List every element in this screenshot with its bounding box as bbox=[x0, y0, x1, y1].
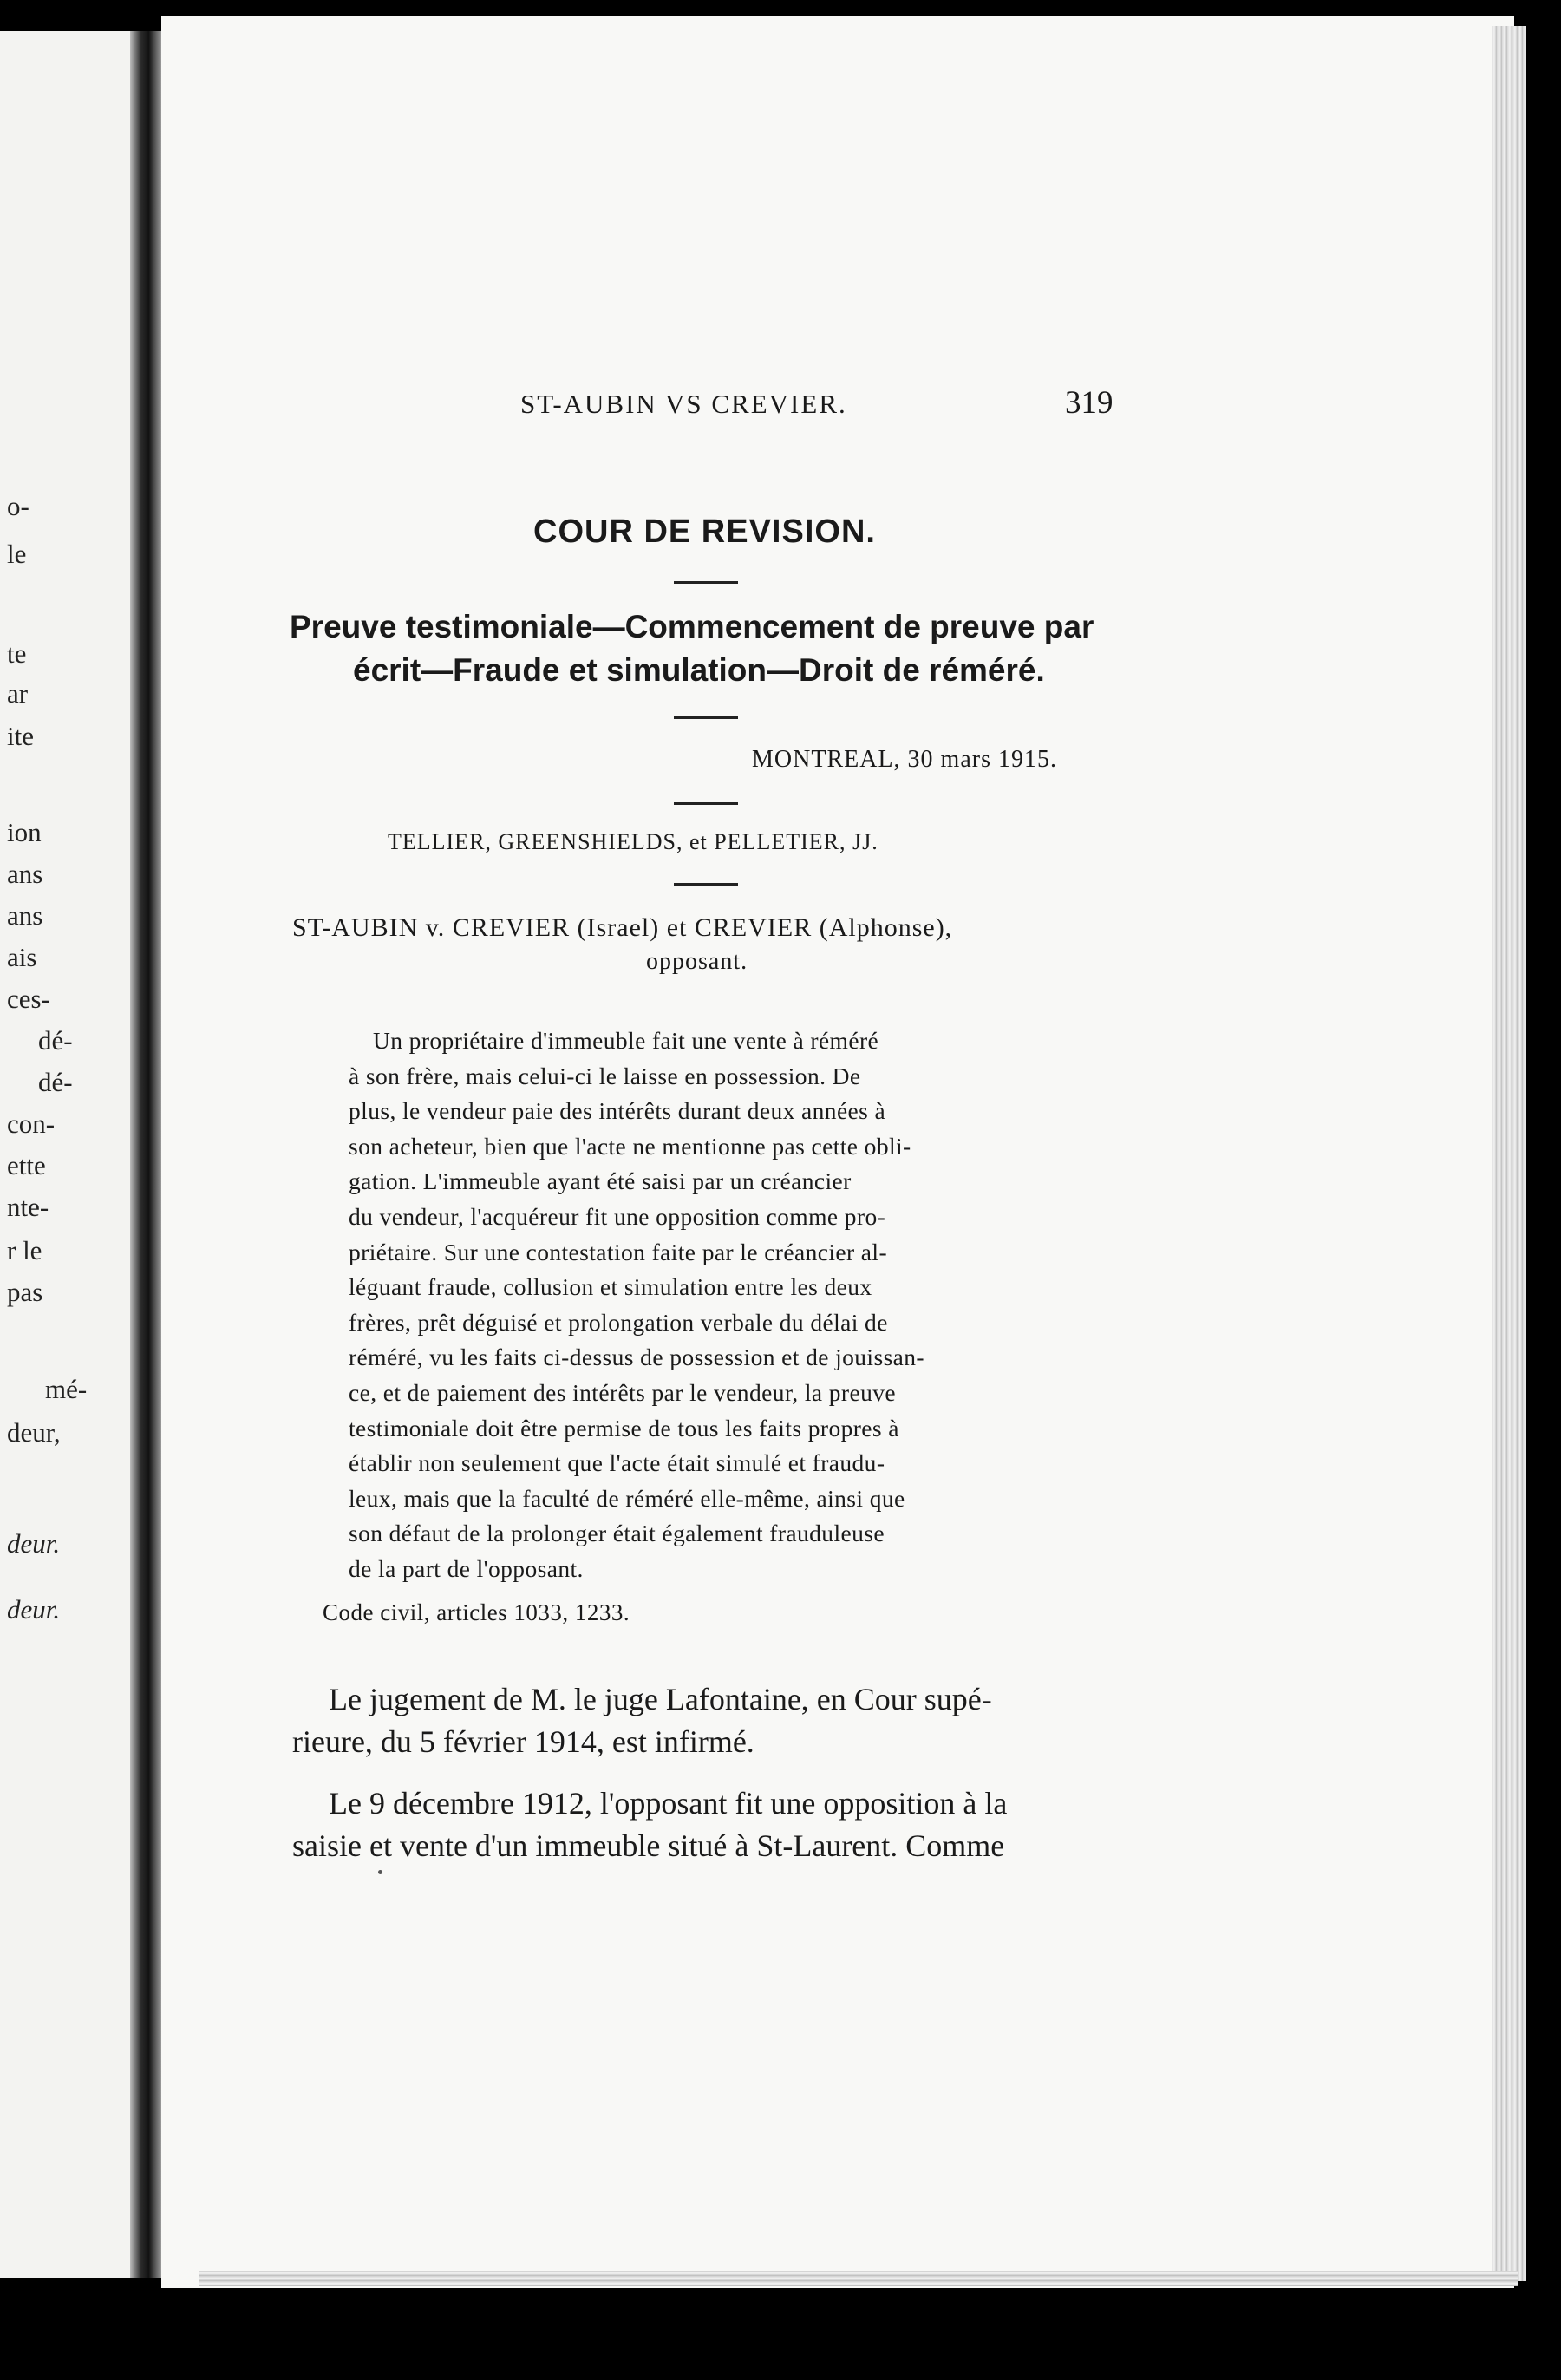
separator-rule bbox=[674, 716, 738, 719]
left-page-fragment: dé- bbox=[38, 1025, 73, 1056]
headnote-line: léguant fraude, collusion et simulation entre les deux bbox=[349, 1273, 872, 1301]
headnote-line: du vendeur, l'acquéreur fit une opposition comme pro- bbox=[349, 1202, 886, 1230]
book-spine bbox=[130, 31, 161, 2278]
headnote-line: établir non seulement que l'acte était simulé et fraudu- bbox=[349, 1449, 885, 1477]
headnote-line: à son frère, mais celui-ci le laisse en possession. De bbox=[349, 1062, 861, 1089]
headnote-line: frères, prêt déguisé et prolongation verbale du délai de bbox=[349, 1308, 888, 1336]
left-page-fragment: deur, bbox=[7, 1417, 61, 1448]
body-line: Le jugement de M. le juge Lafontaine, en Cour supé- bbox=[329, 1682, 992, 1716]
left-page-fragment: ces- bbox=[7, 984, 50, 1014]
left-page-fragment: mé- bbox=[45, 1374, 88, 1404]
page-bottom-edge bbox=[199, 2271, 1518, 2286]
running-title: ST-AUBIN VS CREVIER. bbox=[520, 389, 847, 419]
left-page-fragment: o- bbox=[7, 491, 29, 521]
body-line: saisie et vente d'un immeuble situé à St-Laurent. Comme bbox=[292, 1828, 1005, 1863]
headnote-line: son défaut de la prolonger était également frauduleuse bbox=[349, 1520, 885, 1547]
headnote-line: réméré, vu les faits ci-dessus de possession et de jouissan- bbox=[349, 1344, 924, 1371]
headnote-line: priétaire. Sur une contestation faite par le créancier al- bbox=[349, 1238, 888, 1265]
judges: TELLIER, GREENSHIELDS, et PELLETIER, JJ. bbox=[388, 829, 878, 854]
headnote-line: gation. L'immeuble ayant été saisi par un créancier bbox=[349, 1167, 852, 1195]
page-number: 319 bbox=[1065, 385, 1114, 421]
left-page-fragment: r le bbox=[7, 1235, 42, 1265]
headnote-line: son acheteur, bien que l'acte ne mentionne pas cette obli- bbox=[349, 1132, 911, 1160]
page-edge bbox=[1492, 26, 1526, 2281]
left-page-fragment: ar bbox=[7, 678, 29, 709]
left-page-fragment: ite bbox=[7, 721, 34, 751]
left-page-fragment: deur. bbox=[7, 1528, 61, 1559]
court-heading: COUR DE REVISION. bbox=[533, 513, 876, 550]
left-page bbox=[0, 31, 152, 2278]
place-date: MONTREAL, 30 mars 1915. bbox=[752, 746, 1057, 773]
headnote bbox=[349, 1023, 1127, 1587]
parties-line-1: ST-AUBIN v. CREVIER (Israel) et CREVIER (Alphonse), bbox=[292, 913, 953, 942]
left-page-fragment: ion bbox=[7, 817, 42, 847]
body-line: Le 9 décembre 1912, l'opposant fit une opposition à la bbox=[329, 1786, 1008, 1821]
left-page-fragment: con- bbox=[7, 1108, 56, 1139]
subject-line-2: écrit—Fraude et simulation—Droit de réméré. bbox=[353, 652, 1045, 688]
left-page-fragment: nte- bbox=[7, 1192, 49, 1222]
headnote-line: testimoniale doit être permise de tous les faits propres à bbox=[349, 1414, 899, 1442]
body-text bbox=[292, 1678, 1133, 1867]
separator-rule bbox=[674, 802, 738, 805]
separator-rule bbox=[674, 883, 738, 886]
headnote-line: de la part de l'opposant. bbox=[349, 1554, 584, 1582]
parties-line-2: opposant. bbox=[646, 948, 748, 975]
body-line: rieure, du 5 février 1914, est infirmé. bbox=[292, 1724, 754, 1759]
left-page-fragment: pas bbox=[7, 1277, 43, 1307]
left-page-fragment: dé- bbox=[38, 1067, 73, 1097]
code-citation: Code civil, articles 1033, 1233. bbox=[323, 1599, 630, 1625]
left-page-fragment: ans bbox=[7, 859, 43, 889]
left-page-fragment: te bbox=[7, 638, 27, 669]
headnote-line: leux, mais que la faculté de réméré elle-même, ainsi que bbox=[349, 1484, 905, 1512]
left-page-fragment: ans bbox=[7, 900, 43, 931]
headnote-line: Un propriétaire d'immeuble fait une vente à réméré bbox=[373, 1027, 879, 1054]
left-page-fragment: ette bbox=[7, 1150, 46, 1180]
left-page-fragment: ais bbox=[7, 942, 37, 972]
left-page-fragment: le bbox=[7, 539, 27, 569]
subject-line-1: Preuve testimoniale—Commencement de preuve par bbox=[290, 609, 1094, 644]
separator-rule bbox=[674, 581, 738, 584]
ink-speck bbox=[378, 1870, 382, 1874]
headnote-line: ce, et de paiement des intérêts par le vendeur, la preuve bbox=[349, 1378, 896, 1406]
headnote-line: plus, le vendeur paie des intérêts durant deux années à bbox=[349, 1097, 886, 1125]
left-page-fragment: deur. bbox=[7, 1594, 61, 1625]
